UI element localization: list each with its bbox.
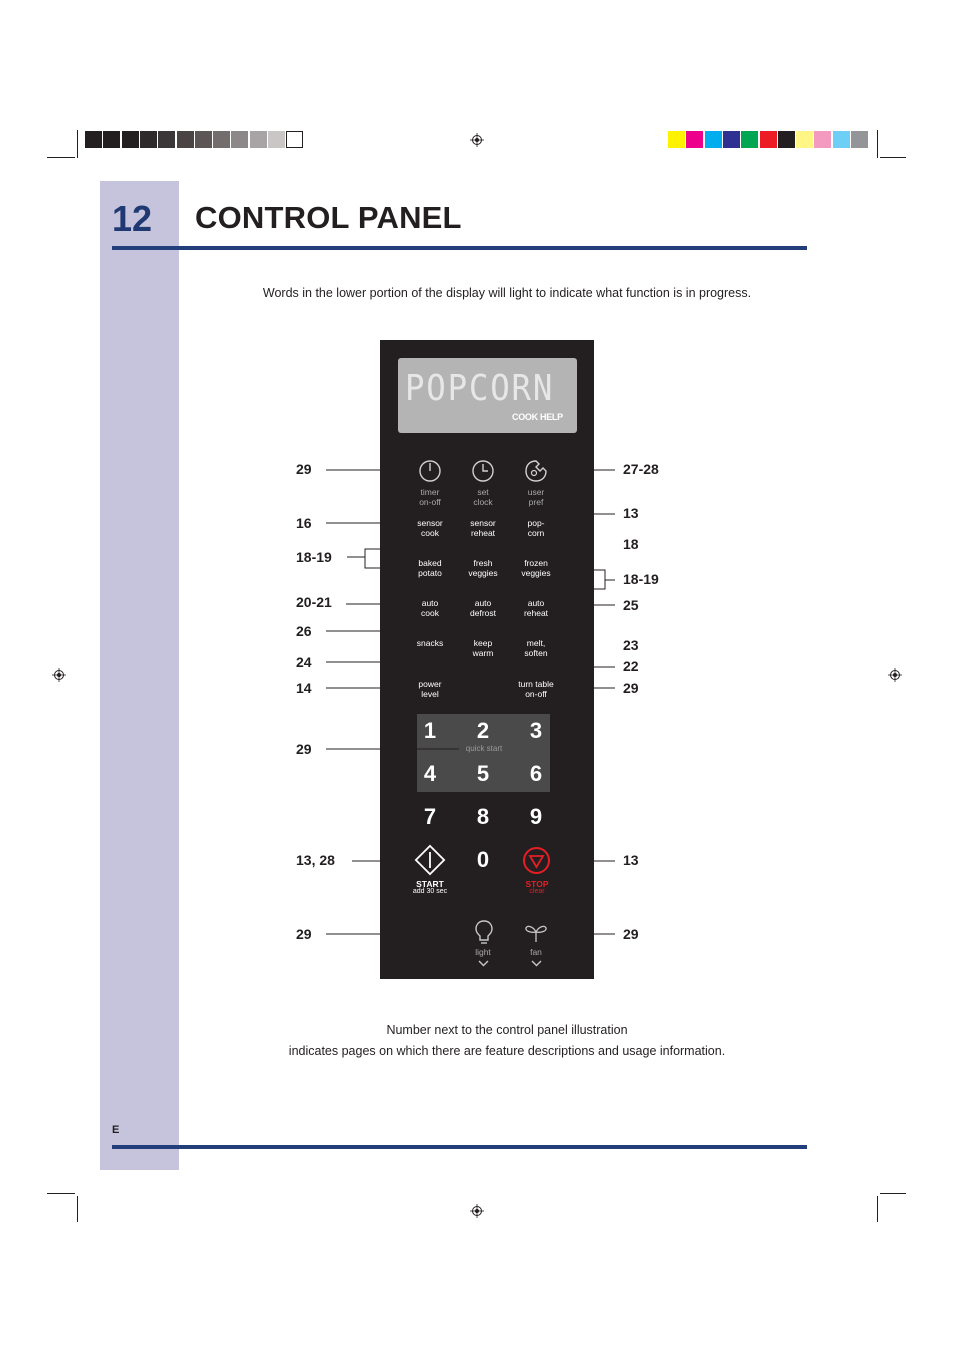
digit-4-button[interactable]: 4: [423, 761, 437, 786]
fan-button-label[interactable]: fan: [530, 947, 542, 957]
sensor-cook-button[interactable]: sensor cook: [417, 518, 443, 538]
stop-button-label[interactable]: STOP: [525, 879, 549, 889]
callout-auto-defrost: 26: [296, 623, 312, 639]
callout-user-pref: 27-28: [623, 461, 659, 477]
callout-stop: 13: [623, 852, 639, 868]
callout-quick-start: 29: [296, 741, 312, 757]
digit-2-button[interactable]: 2: [476, 718, 490, 743]
auto-defrost-button[interactable]: auto defrost: [470, 598, 496, 618]
callout-auto-reheat: 25: [623, 597, 639, 613]
display-readout: POPCORN: [405, 368, 555, 409]
digit-8-button[interactable]: 8: [476, 804, 490, 829]
digit-5-button[interactable]: 5: [476, 761, 490, 786]
power-level-button[interactable]: power level: [418, 679, 442, 699]
digit-6-button[interactable]: 6: [529, 761, 543, 786]
auto-reheat-button[interactable]: auto reheat: [523, 598, 549, 618]
sensor-reheat-button[interactable]: sensor reheat: [470, 518, 496, 538]
baked-potato-button[interactable]: baked potato: [418, 558, 442, 578]
footer-note-line-2: indicates pages on which there are feature descriptions and usage information.: [288, 1044, 726, 1058]
start-button-sublabel: add 30 sec: [412, 888, 448, 895]
cook-help-indicator: COOK HELP: [512, 412, 563, 422]
language-marker: E: [112, 1124, 120, 1136]
intro-text: Words in the lower portion of the display will light to indicate what function is in progress.: [262, 286, 752, 300]
melt-soften-button[interactable]: melt, soften: [524, 638, 548, 658]
digit-7-button[interactable]: 7: [423, 804, 437, 829]
digit-1-button[interactable]: 1: [423, 718, 437, 743]
digit-3-button[interactable]: 3: [529, 718, 543, 743]
auto-cook-button[interactable]: auto cook: [421, 598, 439, 618]
popcorn-button[interactable]: pop- corn: [527, 518, 545, 538]
digit-0-button[interactable]: 0: [476, 847, 490, 872]
callout-popcorn: 18: [623, 536, 639, 552]
clock-button-label[interactable]: set clock: [473, 487, 493, 507]
callout-auto-cook: 20-21: [296, 594, 332, 610]
page-number: 12: [112, 198, 153, 239]
timer-button-label[interactable]: timer on-off: [419, 487, 441, 507]
turntable-button[interactable]: turn table on-off: [518, 679, 554, 699]
frozen-veggies-button[interactable]: frozen veggies: [521, 558, 551, 578]
callout-clock: 13: [623, 505, 639, 521]
callout-timer: 29: [296, 461, 312, 477]
callout-keep-warm: 22: [623, 658, 639, 674]
callout-melt-soften: 23: [623, 637, 639, 653]
callout-sensor-cook: 16: [296, 515, 312, 531]
footer-note-line-1: Number next to the control panel illustration: [386, 1023, 628, 1037]
quick-start-label: quick start: [465, 744, 503, 753]
light-button-label[interactable]: light: [475, 947, 491, 957]
start-button-label[interactable]: START: [416, 879, 444, 889]
keep-warm-button[interactable]: keep warm: [472, 638, 494, 658]
callout-light: 29: [296, 926, 312, 942]
callout-frozen-veggies: 18-19: [623, 571, 659, 587]
callout-fan: 29: [623, 926, 639, 942]
callout-potato-veggies: 18-19: [296, 549, 332, 565]
callout-start: 13, 28: [296, 852, 335, 868]
digit-9-button[interactable]: 9: [529, 804, 543, 829]
snacks-button[interactable]: snacks: [416, 638, 444, 648]
stop-button-sublabel: clear: [529, 888, 545, 895]
callout-power-level: 14: [296, 680, 312, 696]
page-title: CONTROL PANEL: [195, 200, 462, 235]
callout-snacks: 24: [296, 654, 312, 670]
callout-turntable: 29: [623, 680, 639, 696]
user-pref-button-label[interactable]: user pref: [527, 487, 545, 507]
footer-rule: [112, 1145, 807, 1149]
fresh-veggies-button[interactable]: fresh veggies: [468, 558, 498, 578]
